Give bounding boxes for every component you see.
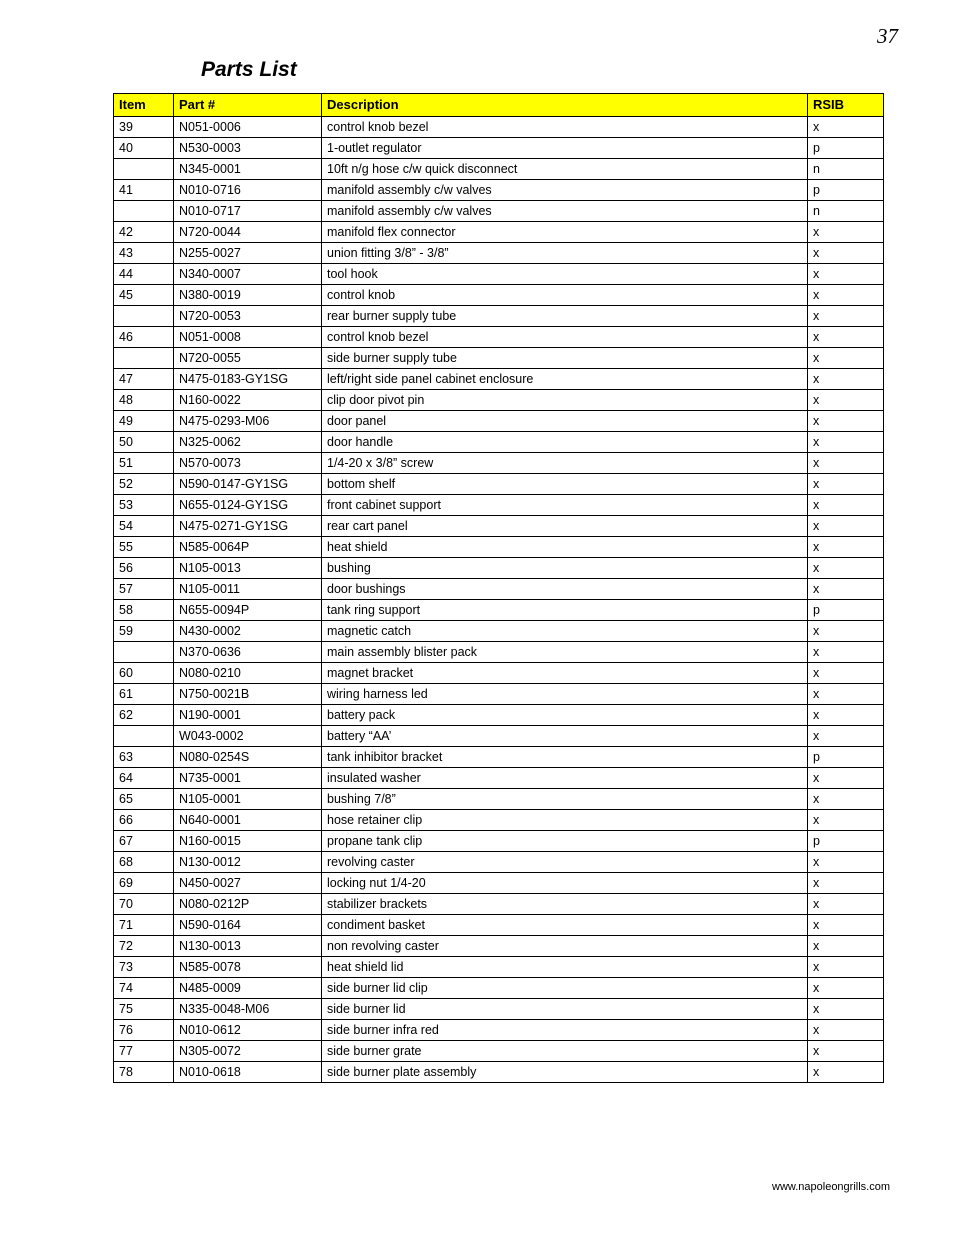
part-number-cell: N590-0147-GY1SG: [174, 474, 322, 495]
part-number-cell: N720-0055: [174, 348, 322, 369]
part-number-cell: N080-0212P: [174, 894, 322, 915]
part-number-cell: N430-0002: [174, 621, 322, 642]
description-cell: rear cart panel: [322, 516, 808, 537]
rsib-cell: x: [808, 894, 884, 915]
table-row: [114, 852, 884, 873]
description-cell: battery “AA’: [322, 726, 808, 747]
part-number-cell: N160-0022: [174, 390, 322, 411]
table-row: [114, 159, 884, 180]
item-cell: 78: [114, 1062, 174, 1083]
item-cell: 65: [114, 789, 174, 810]
item-cell: 72: [114, 936, 174, 957]
table-row: [114, 957, 884, 978]
table-row: [114, 726, 884, 747]
description-cell: locking nut 1/4-20: [322, 873, 808, 894]
description-cell: condiment basket: [322, 915, 808, 936]
table-row: [114, 831, 884, 852]
rsib-cell: x: [808, 726, 884, 747]
description-cell: bottom shelf: [322, 474, 808, 495]
rsib-cell: x: [808, 705, 884, 726]
table-row: [114, 642, 884, 663]
rsib-cell: x: [808, 852, 884, 873]
item-cell: [114, 201, 174, 222]
description-cell: manifold flex connector: [322, 222, 808, 243]
part-number-cell: N655-0124-GY1SG: [174, 495, 322, 516]
description-cell: control knob bezel: [322, 117, 808, 138]
description-cell: control knob bezel: [322, 327, 808, 348]
table-row: [114, 222, 884, 243]
part-number-cell: N735-0001: [174, 768, 322, 789]
item-cell: 42: [114, 222, 174, 243]
description-cell: propane tank clip: [322, 831, 808, 852]
description-cell: heat shield: [322, 537, 808, 558]
rsib-cell: x: [808, 243, 884, 264]
part-number-cell: N450-0027: [174, 873, 322, 894]
table-row: [114, 327, 884, 348]
rsib-cell: p: [808, 600, 884, 621]
item-cell: 58: [114, 600, 174, 621]
table-row: [114, 1020, 884, 1041]
item-cell: 68: [114, 852, 174, 873]
description-cell: tank inhibitor bracket: [322, 747, 808, 768]
item-cell: 71: [114, 915, 174, 936]
table-row: [114, 684, 884, 705]
part-number-cell: N380-0019: [174, 285, 322, 306]
item-cell: 57: [114, 579, 174, 600]
rsib-cell: p: [808, 138, 884, 159]
table-row: [114, 390, 884, 411]
table-row: [114, 936, 884, 957]
description-cell: heat shield lid: [322, 957, 808, 978]
table-row: [114, 180, 884, 201]
part-number-cell: N590-0164: [174, 915, 322, 936]
rsib-cell: x: [808, 474, 884, 495]
item-cell: 61: [114, 684, 174, 705]
table-header-row: [114, 94, 884, 117]
item-cell: 49: [114, 411, 174, 432]
description-cell: side burner plate assembly: [322, 1062, 808, 1083]
part-number-cell: N485-0009: [174, 978, 322, 999]
part-number-cell: N051-0008: [174, 327, 322, 348]
description-cell: 1/4-20 x 3/8” screw: [322, 453, 808, 474]
item-cell: 74: [114, 978, 174, 999]
description-cell: bushing: [322, 558, 808, 579]
table-row: [114, 432, 884, 453]
description-cell: door panel: [322, 411, 808, 432]
item-cell: 45: [114, 285, 174, 306]
table-row: [114, 810, 884, 831]
description-cell: side burner infra red: [322, 1020, 808, 1041]
rsib-cell: x: [808, 621, 884, 642]
description-cell: magnet bracket: [322, 663, 808, 684]
description-cell: side burner grate: [322, 1041, 808, 1062]
item-cell: 67: [114, 831, 174, 852]
rsib-cell: x: [808, 453, 884, 474]
description-cell: union fitting 3/8” - 3/8”: [322, 243, 808, 264]
part-number-cell: N720-0044: [174, 222, 322, 243]
table-row: [114, 348, 884, 369]
parts-table: [113, 93, 884, 1083]
rsib-cell: x: [808, 117, 884, 138]
part-number-cell: N340-0007: [174, 264, 322, 285]
part-number-cell: N370-0636: [174, 642, 322, 663]
description-cell: tool hook: [322, 264, 808, 285]
table-row: [114, 138, 884, 159]
item-cell: 56: [114, 558, 174, 579]
item-cell: 50: [114, 432, 174, 453]
item-cell: 66: [114, 810, 174, 831]
header-description: Description: [322, 94, 808, 117]
table-row: [114, 201, 884, 222]
table-row: [114, 285, 884, 306]
description-cell: door bushings: [322, 579, 808, 600]
item-cell: [114, 642, 174, 663]
part-number-cell: N530-0003: [174, 138, 322, 159]
rsib-cell: x: [808, 936, 884, 957]
part-number-cell: N190-0001: [174, 705, 322, 726]
rsib-cell: x: [808, 327, 884, 348]
part-number-cell: N105-0011: [174, 579, 322, 600]
item-cell: 75: [114, 999, 174, 1020]
part-number-cell: N130-0012: [174, 852, 322, 873]
header-item: Item: [114, 94, 174, 117]
table-body: [114, 117, 884, 1083]
table-row: [114, 1041, 884, 1062]
item-cell: 53: [114, 495, 174, 516]
item-cell: 48: [114, 390, 174, 411]
rsib-cell: x: [808, 789, 884, 810]
rsib-cell: x: [808, 873, 884, 894]
item-cell: 64: [114, 768, 174, 789]
part-number-cell: N105-0013: [174, 558, 322, 579]
description-cell: 1-outlet regulator: [322, 138, 808, 159]
rsib-cell: x: [808, 1062, 884, 1083]
part-number-cell: N255-0027: [174, 243, 322, 264]
part-number-cell: N010-0717: [174, 201, 322, 222]
table-row: [114, 999, 884, 1020]
footer-url: www.napoleongrills.com: [772, 1181, 890, 1193]
item-cell: 60: [114, 663, 174, 684]
description-cell: front cabinet support: [322, 495, 808, 516]
item-cell: 59: [114, 621, 174, 642]
item-cell: [114, 306, 174, 327]
description-cell: bushing 7/8”: [322, 789, 808, 810]
description-cell: insulated washer: [322, 768, 808, 789]
description-cell: battery pack: [322, 705, 808, 726]
description-cell: main assembly blister pack: [322, 642, 808, 663]
item-cell: [114, 726, 174, 747]
table-row: [114, 264, 884, 285]
table-row: [114, 369, 884, 390]
table-row: [114, 117, 884, 138]
rsib-cell: x: [808, 495, 884, 516]
rsib-cell: x: [808, 642, 884, 663]
table-row: [114, 495, 884, 516]
part-number-cell: N160-0015: [174, 831, 322, 852]
part-number-cell: N080-0210: [174, 663, 322, 684]
description-cell: left/right side panel cabinet enclosure: [322, 369, 808, 390]
item-cell: 46: [114, 327, 174, 348]
table-row: [114, 873, 884, 894]
rsib-cell: x: [808, 915, 884, 936]
part-number-cell: N475-0293-M06: [174, 411, 322, 432]
rsib-cell: x: [808, 516, 884, 537]
description-cell: wiring harness led: [322, 684, 808, 705]
rsib-cell: p: [808, 831, 884, 852]
rsib-cell: x: [808, 369, 884, 390]
rsib-cell: p: [808, 180, 884, 201]
description-cell: side burner supply tube: [322, 348, 808, 369]
rsib-cell: x: [808, 1020, 884, 1041]
item-cell: 52: [114, 474, 174, 495]
item-cell: [114, 348, 174, 369]
description-cell: side burner lid clip: [322, 978, 808, 999]
rsib-cell: x: [808, 579, 884, 600]
description-cell: door handle: [322, 432, 808, 453]
rsib-cell: x: [808, 432, 884, 453]
table-row: [114, 768, 884, 789]
rsib-cell: x: [808, 1041, 884, 1062]
description-cell: 10ft n/g hose c/w quick disconnect: [322, 159, 808, 180]
table-row: [114, 600, 884, 621]
item-cell: 40: [114, 138, 174, 159]
table-row: [114, 747, 884, 768]
part-number-cell: N640-0001: [174, 810, 322, 831]
item-cell: 41: [114, 180, 174, 201]
part-number-cell: N080-0254S: [174, 747, 322, 768]
table-row: [114, 243, 884, 264]
table-row: [114, 621, 884, 642]
table-row: [114, 894, 884, 915]
table-row: [114, 474, 884, 495]
rsib-cell: x: [808, 306, 884, 327]
header-part-number: Part #: [174, 94, 322, 117]
item-cell: 73: [114, 957, 174, 978]
rsib-cell: x: [808, 957, 884, 978]
table-row: [114, 915, 884, 936]
rsib-cell: x: [808, 411, 884, 432]
item-cell: 55: [114, 537, 174, 558]
table-row: [114, 1062, 884, 1083]
description-cell: magnetic catch: [322, 621, 808, 642]
item-cell: 69: [114, 873, 174, 894]
table-row: [114, 516, 884, 537]
table-row: [114, 558, 884, 579]
description-cell: non revolving caster: [322, 936, 808, 957]
item-cell: 43: [114, 243, 174, 264]
table-row: [114, 978, 884, 999]
part-number-cell: N325-0062: [174, 432, 322, 453]
part-number-cell: N570-0073: [174, 453, 322, 474]
table-row: [114, 537, 884, 558]
item-cell: 51: [114, 453, 174, 474]
header-rsib: RSIB: [808, 94, 884, 117]
part-number-cell: W043-0002: [174, 726, 322, 747]
item-cell: 47: [114, 369, 174, 390]
rsib-cell: n: [808, 201, 884, 222]
rsib-cell: x: [808, 222, 884, 243]
description-cell: revolving caster: [322, 852, 808, 873]
part-number-cell: N130-0013: [174, 936, 322, 957]
table-row: [114, 411, 884, 432]
rsib-cell: n: [808, 159, 884, 180]
rsib-cell: p: [808, 747, 884, 768]
table-row: [114, 579, 884, 600]
description-cell: manifold assembly c/w valves: [322, 180, 808, 201]
part-number-cell: N585-0078: [174, 957, 322, 978]
table-row: [114, 789, 884, 810]
rsib-cell: x: [808, 285, 884, 306]
description-cell: control knob: [322, 285, 808, 306]
item-cell: 70: [114, 894, 174, 915]
rsib-cell: x: [808, 684, 884, 705]
description-cell: rear burner supply tube: [322, 306, 808, 327]
description-cell: side burner lid: [322, 999, 808, 1020]
description-cell: manifold assembly c/w valves: [322, 201, 808, 222]
rsib-cell: x: [808, 348, 884, 369]
rsib-cell: x: [808, 264, 884, 285]
part-number-cell: N335-0048-M06: [174, 999, 322, 1020]
part-number-cell: N345-0001: [174, 159, 322, 180]
description-cell: tank ring support: [322, 600, 808, 621]
item-cell: 77: [114, 1041, 174, 1062]
item-cell: 54: [114, 516, 174, 537]
rsib-cell: x: [808, 390, 884, 411]
part-number-cell: N475-0183-GY1SG: [174, 369, 322, 390]
part-number-cell: N010-0716: [174, 180, 322, 201]
part-number-cell: N750-0021B: [174, 684, 322, 705]
description-cell: clip door pivot pin: [322, 390, 808, 411]
part-number-cell: N720-0053: [174, 306, 322, 327]
part-number-cell: N305-0072: [174, 1041, 322, 1062]
rsib-cell: x: [808, 768, 884, 789]
page-number: 37: [877, 24, 898, 48]
rsib-cell: x: [808, 663, 884, 684]
part-number-cell: N585-0064P: [174, 537, 322, 558]
part-number-cell: N475-0271-GY1SG: [174, 516, 322, 537]
table-row: [114, 705, 884, 726]
table-row: [114, 306, 884, 327]
part-number-cell: N051-0006: [174, 117, 322, 138]
part-number-cell: N105-0001: [174, 789, 322, 810]
part-number-cell: N010-0612: [174, 1020, 322, 1041]
description-cell: hose retainer clip: [322, 810, 808, 831]
item-cell: [114, 159, 174, 180]
rsib-cell: x: [808, 537, 884, 558]
table-row: [114, 453, 884, 474]
item-cell: 63: [114, 747, 174, 768]
page-title: Parts List: [201, 58, 297, 81]
item-cell: 39: [114, 117, 174, 138]
rsib-cell: x: [808, 558, 884, 579]
rsib-cell: x: [808, 978, 884, 999]
description-cell: stabilizer brackets: [322, 894, 808, 915]
part-number-cell: N655-0094P: [174, 600, 322, 621]
rsib-cell: x: [808, 810, 884, 831]
item-cell: 62: [114, 705, 174, 726]
rsib-cell: x: [808, 999, 884, 1020]
part-number-cell: N010-0618: [174, 1062, 322, 1083]
item-cell: 44: [114, 264, 174, 285]
table-row: [114, 663, 884, 684]
item-cell: 76: [114, 1020, 174, 1041]
